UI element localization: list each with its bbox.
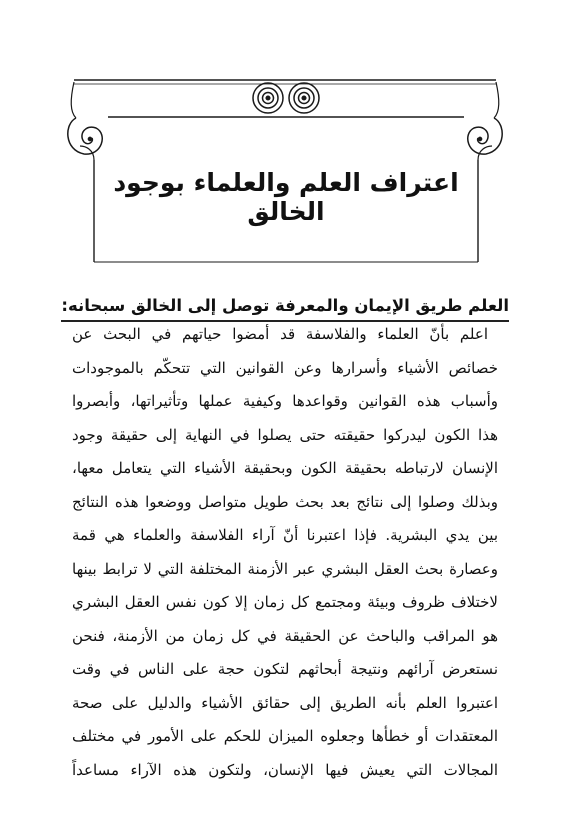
body-line: هذا الكون ليدركوا حقيقته حتى يصلوا في النهاية إلى حقيقة وجود — [72, 425, 498, 444]
body-line: المعتقدات أو خطأها وجعلوه الميزان للحكم على الأمور في مختلف — [72, 727, 498, 745]
body-line: الإنسان لارتباطه بحقيقة الكون وبحقيقة الأشياء التي يتعامل معها، — [72, 459, 498, 477]
left-spiral-icon — [68, 118, 102, 154]
body-line: اعتبروا العلم بأنه الطريق إلى حقائق الأشياء والدليل على صحة — [72, 693, 498, 712]
right-spiral-icon — [468, 118, 502, 154]
body-line: لاختلاف ظروف وبيئة ومجتمع كل زمان إلا كون نفس العقل البشري — [72, 593, 498, 611]
body-text — [72, 318, 498, 787]
body-line: اعلم بأنّ العلماء والفلاسفة قد أمضوا حياتهم في البحث عن — [72, 325, 488, 343]
chapter-title: اعتراف العلم والعلماء بوجود الخالق — [113, 168, 459, 226]
body-line: وأسباب هذه القوانين وقواعدها وكيفية عملها وتأثيراتها، وأبصروا — [72, 392, 498, 410]
chapter-ornament-frame — [0, 0, 572, 290]
top-spiral-left-icon — [253, 83, 283, 113]
body-line: نستعرض آرائهم ونتيجة أبحاثهم لتكون حجة على الناس في وقت — [72, 660, 498, 678]
body-line: وعصارة بحث العقل البشري عبر الأزمنة المختلفة التي لا ترابط بينها — [72, 559, 498, 578]
body-line: بين يدي البشرية. فإذا اعتبرنا أنّ آراء الفلاسفة والعلماء هي قمة — [72, 526, 498, 544]
section-heading: العلم طريق الإيمان والمعرفة توصل إلى الخالق سبحانه: — [61, 295, 509, 322]
body-line: المجالات التي يعيش فيها الإنسان، ولتكون هذه الآراء مساعداً — [72, 760, 498, 779]
body-line: وبذلك وصلوا إلى نتائج بعد بحث طويل متواصل ووضعوا هذه النتائج — [72, 492, 498, 511]
top-spiral-right-icon — [289, 83, 319, 113]
body-line: هو المراقب والباحث عن الحقيقة في كل زمان من الأزمنة، فنحن — [72, 626, 498, 645]
body-line: خصائص الأشياء وأسرارها وعن القوانين التي تتحكّم بالموجودات — [72, 358, 498, 377]
